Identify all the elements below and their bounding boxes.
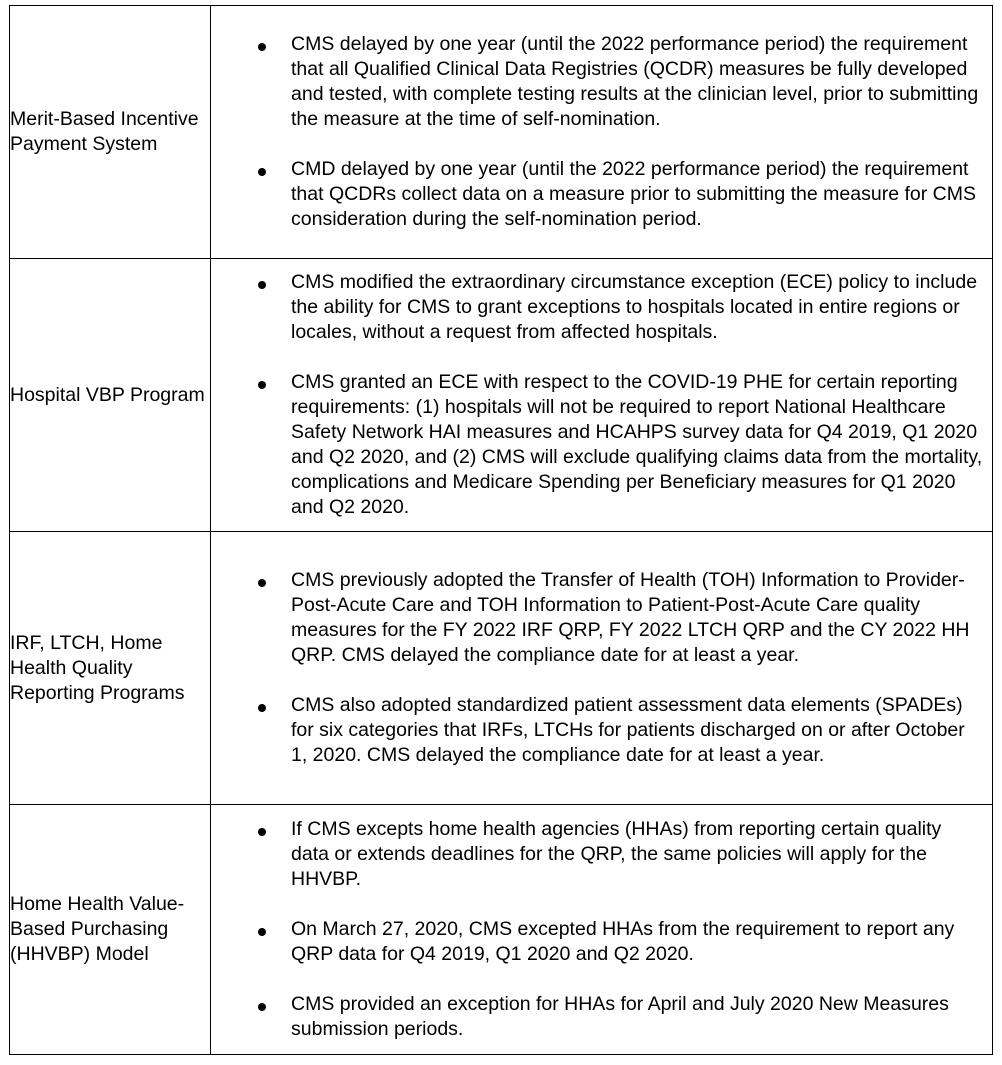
bullet-text: CMS granted an ECE with respect to the COVID-19 PHE for certain reporting requirements: (1) hospitals will not be required to report National Healthcare Safety Network HAI measures and HCAHPS survey data for Q4 2019, Q1 2020 and Q2 2020, and (2) CMS will exclude qualifying claims data from the mortality, complications and Medicare Spending per Beneficiary measures for Q1 2020 and Q2 2020. (291, 371, 983, 518)
program-name-cell: Merit-Based Incentive Payment System (10, 6, 211, 259)
bullet-text: On March 27, 2020, CMS excepted HHAs from the requirement to report any QRP data for Q4 2019, Q1 2020 and Q2 2020. (291, 918, 955, 965)
bullet-icon (258, 704, 266, 712)
bullet-item (211, 270, 984, 345)
bullet-icon (258, 168, 266, 176)
bullet-text: CMS delayed by one year (until the 2022 performance period) the requirement that all Qualified Clinical Data Registries (QCDR) measures be fully developed and tested, with complete testing results at the clinician level, prior to submitting the measure at the time of self-nomination. (291, 33, 979, 130)
bullet-text: CMD delayed by one year (until the 2022 performance period) the requirement that QCDRs collect data on a measure prior to submitting the measure for CMS consideration during the self-nomination period. (291, 158, 976, 230)
bullet-item (211, 917, 984, 967)
table-row-hospital-vbp (10, 259, 993, 532)
bullet-text: If CMS excepts home health agencies (HHAs) from reporting certain quality data or extends deadlines for the QRP, the same policies will apply for the HHVBP. (291, 818, 942, 890)
bullet-icon (258, 43, 266, 51)
program-name-cell: IRF, LTCH, Home Health Quality Reporting Programs (10, 532, 211, 805)
bullet-icon (258, 928, 266, 936)
bullet-item (211, 817, 984, 892)
bullet-list (211, 811, 992, 1048)
bullet-text: CMS provided an exception for HHAs for April and July 2020 New Measures submission periods. (291, 993, 949, 1040)
bullet-list (211, 26, 992, 238)
details-cell (211, 532, 993, 805)
bullet-item (211, 32, 984, 132)
bullet-icon (258, 579, 266, 587)
bullet-icon (258, 828, 266, 836)
bullet-list (211, 264, 992, 526)
bullet-list (211, 562, 992, 774)
bullet-item (211, 568, 984, 668)
table-row-irf-ltch-hh (10, 532, 993, 805)
bullet-text: CMS also adopted standardized patient assessment data elements (SPADEs) for six categories that IRFs, LTCHs for patients discharged on or after October 1, 2020. CMS delayed the compliance date for at least a year. (291, 694, 965, 766)
bullet-text: CMS modified the extraordinary circumstance exception (ECE) policy to include the ability for CMS to grant exceptions to hospitals located in entire regions or locales, without a request from affected hospitals. (291, 271, 978, 343)
policy-table (9, 5, 993, 1055)
bullet-item (211, 992, 984, 1042)
bullet-item (211, 157, 984, 232)
details-cell (211, 259, 993, 532)
table-row-hhvbp (10, 805, 993, 1055)
details-cell (211, 805, 993, 1055)
table-row-mips (10, 6, 993, 259)
bullet-icon (258, 281, 266, 289)
bullet-item (211, 693, 984, 768)
program-name-cell: Home Health Value-Based Purchasing (HHVBP) Model (10, 805, 211, 1055)
bullet-icon (258, 1003, 266, 1011)
program-name-cell: Hospital VBP Program (10, 259, 211, 532)
bullet-text: CMS previously adopted the Transfer of Health (TOH) Information to Provider-Post-Acute Care and TOH Information to Patient-Post-Acute Care quality measures for the FY 2022 IRF QRP, FY 2022 LTCH QRP and the CY 2022 HH QRP. CMS delayed the compliance date for at least a year. (291, 569, 970, 666)
details-cell (211, 6, 993, 259)
bullet-item (211, 370, 984, 520)
bullet-icon (258, 381, 266, 389)
